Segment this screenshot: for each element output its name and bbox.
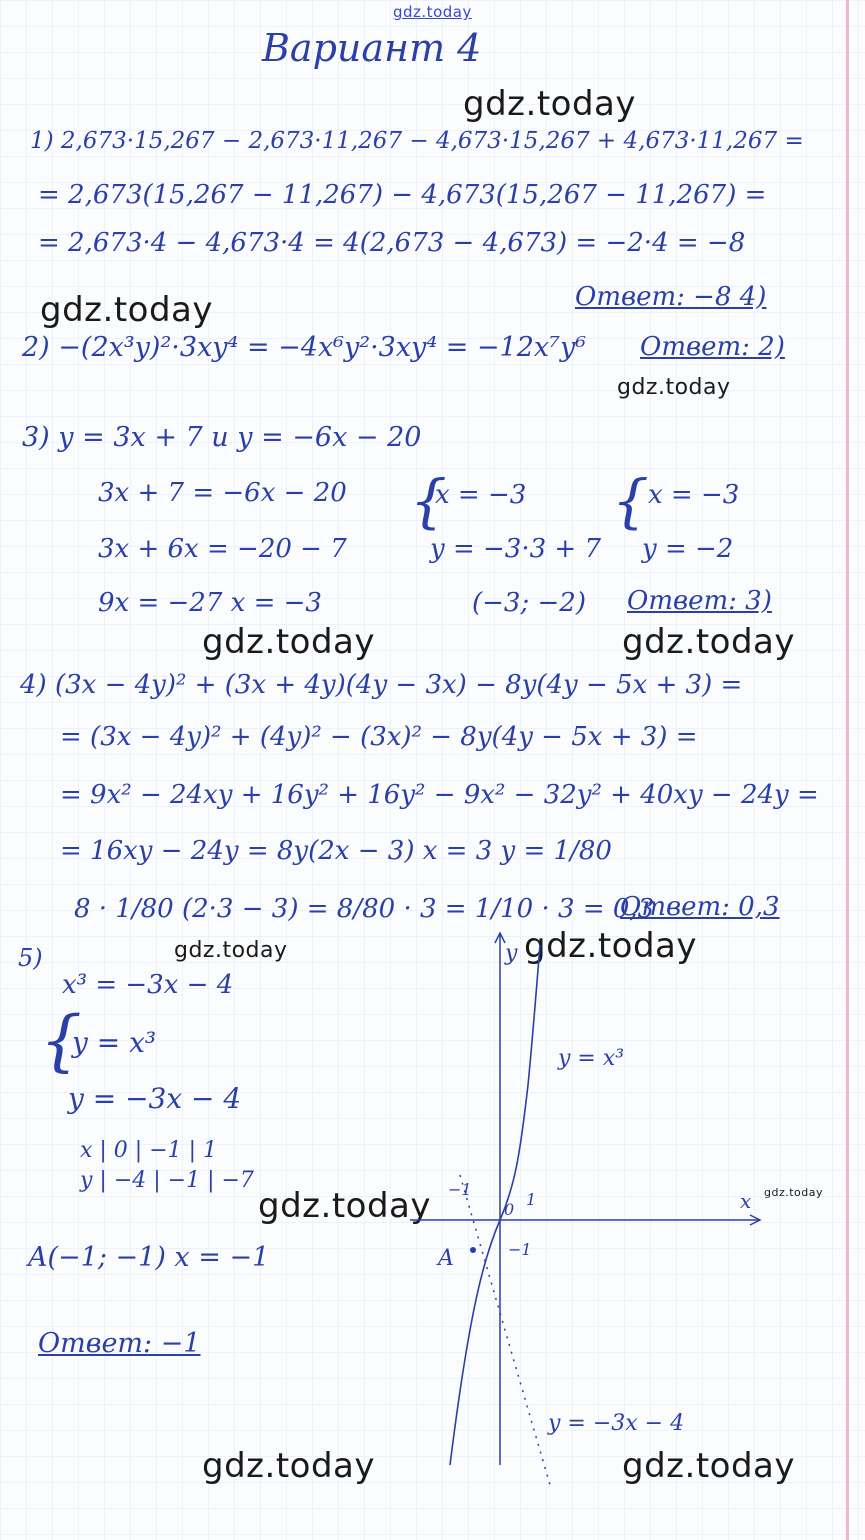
task5-table-x: x | 0 | −1 | 1 <box>80 1138 218 1163</box>
watermark: gdz.today <box>764 1186 824 1199</box>
tick-minus-one: −1 <box>448 1180 472 1199</box>
task5-system1: y = x³ <box>72 1026 157 1059</box>
watermark: gdz.today <box>202 1446 375 1486</box>
task5-system2: y = −3x − 4 <box>68 1082 242 1115</box>
y-axis-label: y <box>505 941 518 966</box>
task4-line4: = 16xy − 24y = 8y(2x − 3) x = 3 y = 1/80 <box>60 836 612 866</box>
watermark-top[interactable]: gdz.today <box>393 3 472 21</box>
task3-sys1b: y = −3·3 + 7 <box>430 534 601 564</box>
task4-line2: = (3x − 4y)² + (4y)² − (3x)² − 8y(4y − 5x + 3) = <box>60 722 698 752</box>
point-a-label: A <box>438 1246 454 1271</box>
task5-number: 5) <box>18 944 43 972</box>
tick-y-minus-one: −1 <box>508 1240 532 1259</box>
watermark: gdz.today <box>258 1186 431 1226</box>
function-graph <box>400 925 800 1485</box>
task5-equation: x³ = −3x − 4 <box>62 970 234 1000</box>
watermark: gdz.today <box>202 622 375 662</box>
system-brace: { <box>40 1002 82 1079</box>
watermark: gdz.today <box>622 622 795 662</box>
task1-line2: = 2,673(15,267 − 11,267) − 4,673(15,267 − 11,267) = <box>38 180 767 210</box>
system-brace: { <box>410 467 447 535</box>
watermark: gdz.today <box>524 926 697 966</box>
task3-sys2b: y = −2 <box>642 534 734 564</box>
task3-sys2a: x = −3 <box>648 480 740 510</box>
task3-line1: 3) y = 3x + 7 и y = −6x − 20 <box>22 422 422 453</box>
task4-line5: 8 · 1/80 (2·3 − 3) = 8/80 · 3 = 1/10 · 3 = 0,3 <box>74 894 655 924</box>
watermark: gdz.today <box>463 84 636 124</box>
task1-answer: Ответ: −8 4) <box>575 282 767 312</box>
point-a <box>470 1247 476 1253</box>
task3-point: (−3; −2) <box>472 588 586 618</box>
task1-line1: 1) 2,673·15,267 − 2,673·11,267 − 4,673·15,267 + 4,673·11,267 = <box>30 128 804 154</box>
task4-answer: Ответ: 0,3 <box>620 892 780 922</box>
cubic-label: y = x³ <box>558 1046 625 1071</box>
task4-line3: = 9x² − 24xy + 16y² + 16y² − 9x² − 32y² + 40xy − 24y = <box>60 780 819 810</box>
task5-answer: Ответ: −1 <box>38 1328 201 1359</box>
linear-graph <box>460 1175 550 1485</box>
task5-point: A(−1; −1) x = −1 <box>28 1242 270 1273</box>
task5-table-y: y | −4 | −1 | −7 <box>80 1168 254 1193</box>
linear-label: y = −3x − 4 <box>548 1411 685 1436</box>
margin-line <box>846 0 849 1540</box>
tick-zero: 0 <box>504 1200 515 1219</box>
task3-line3: 3x + 6x = −20 − 7 <box>98 534 347 564</box>
watermark: gdz.today <box>617 375 731 400</box>
task1-line3: = 2,673·4 − 4,673·4 = 4(2,673 − 4,673) = −2·4 = −8 <box>38 228 746 258</box>
watermark: gdz.today <box>40 290 213 330</box>
task2-answer: Ответ: 2) <box>640 332 785 362</box>
task3-line4: 9x = −27 x = −3 <box>98 588 322 618</box>
page-title: Вариант 4 <box>262 26 482 70</box>
x-axis-label: x <box>740 1189 752 1213</box>
watermark: gdz.today <box>174 938 288 963</box>
tick-one: 1 <box>526 1190 537 1209</box>
task2-line1: 2) −(2x³y)²·3xy⁴ = −4x⁶y²·3xy⁴ = −12x⁷y⁶ <box>22 332 587 363</box>
task3-sys1a: x = −3 <box>435 480 527 510</box>
task4-line1: 4) (3x − 4y)² + (3x + 4y)(4y − 3x) − 8y(4y − 5x + 3) = <box>20 670 743 700</box>
watermark: gdz.today <box>622 1446 795 1486</box>
system-brace: { <box>612 467 649 535</box>
task3-answer: Ответ: 3) <box>627 586 772 616</box>
task3-line2: 3x + 7 = −6x − 20 <box>98 478 347 508</box>
